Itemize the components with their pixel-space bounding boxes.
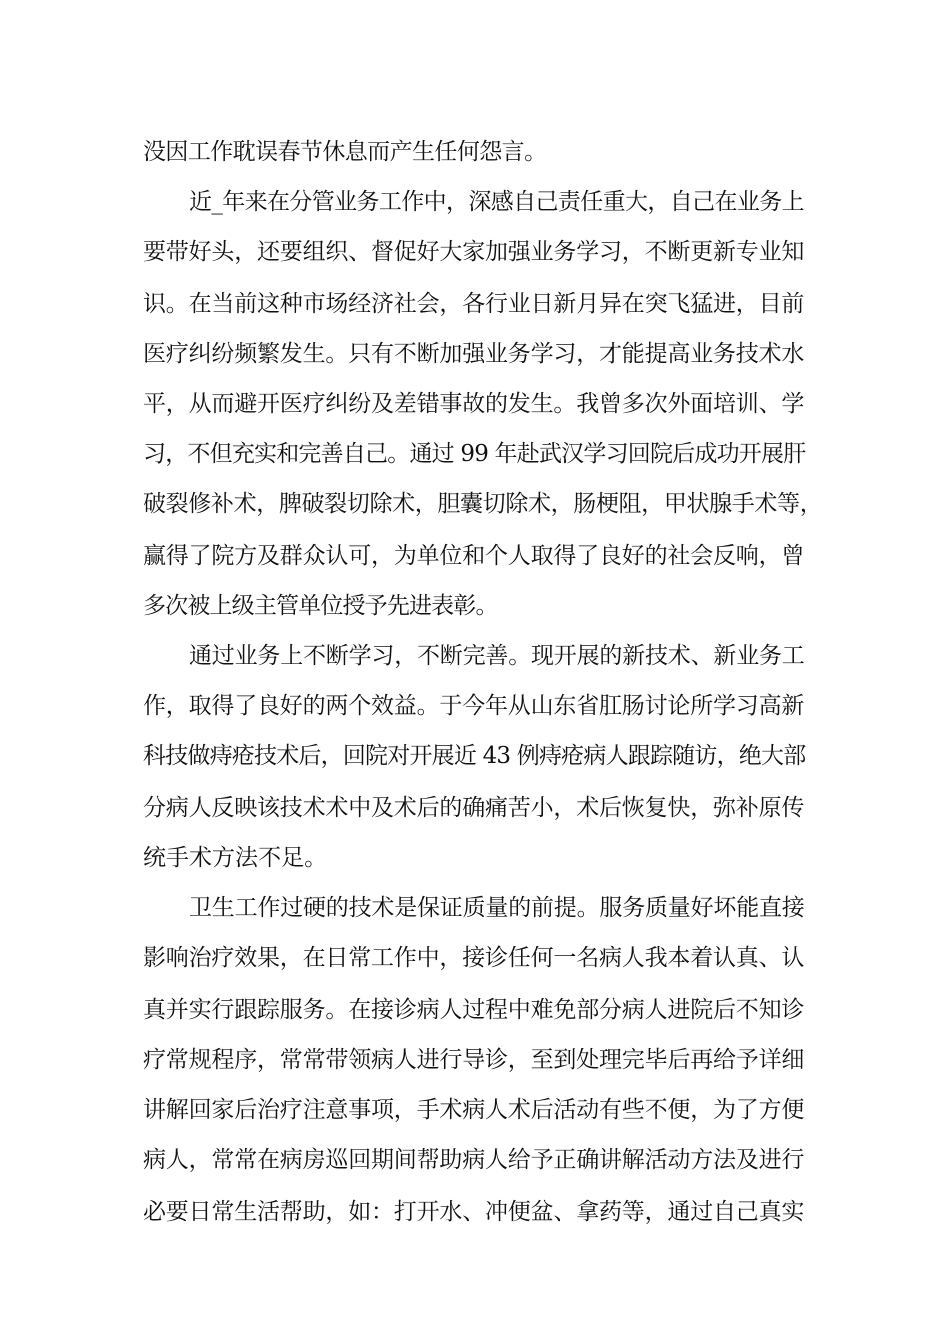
text-line: 疗常规程序，常常带领病人进行导诊，至到处理完毕后再给予详细 [143,1047,805,1073]
text-line: 科技做痔疮技术后，回院对开展近 43 例痔疮病人跟踪随访，绝大部 [143,743,806,769]
text-line: 必要日常生活帮助，如：打开水、冲便盆、拿药等，通过自己真实 [143,1199,805,1225]
paragraph-first-line: 近_年来在分管业务工作中，深感自己责任重大，自己在业务上 [189,189,804,215]
text-line: 赢得了院方及群众认可，为单位和个人取得了良好的社会反响，曾 [143,543,805,569]
text-line: 分病人反映该技术术中及术后的确痛苦小，术后恢复快，弥补原传 [143,795,805,821]
text-line: 讲解回家后治疗注意事项，手术病人术后活动有些不便，为了方便 [143,1097,805,1123]
text-line: 作，取得了良好的两个效益。于今年从山东省肛肠讨论所学习高新 [143,693,805,719]
paragraph-first-line: 卫生工作过硬的技术是保证质量的前提。服务质量好坏能直接 [189,895,805,921]
paragraph-first-line: 通过业务上不断学习，不断完善。现开展的新技术、新业务工 [189,643,805,669]
text-line: 没因工作耽误春节休息而产生任何怨言。 [143,139,547,165]
text-line: 医疗纠纷频繁发生。只有不断加强业务学习，才能提高业务技术水 [143,341,805,367]
text-line: 破裂修补术，脾破裂切除术，胆囊切除术，肠梗阻，甲状腺手术等， [143,491,823,517]
text-line: 习，不但充实和完善自己。通过 99 年赴武汉学习回院后成功开展肝 [143,441,806,467]
text-line: 识。在当前这种市场经济社会，各行业日新月异在突飞猛进，目前 [143,291,805,317]
text-line: 统手术方法不足。 [143,845,328,871]
text-line: 真并实行跟踪服务。在接诊病人过程中难免部分病人进院后不知诊 [143,997,805,1023]
text-line: 要带好头，还要组织、督促好大家加强业务学习，不断更新专业知 [143,239,805,265]
text-line: 多次被上级主管单位授予先进表彰。 [143,593,498,619]
text-line: 平，从而避开医疗纠纷及差错事故的发生。我曾多次外面培训、学 [143,391,805,417]
text-line: 病人，常常在病房巡回期间帮助病人给予正确讲解活动方法及进行 [143,1147,805,1173]
text-line: 影响治疗效果，在日常工作中，接诊任何一名病人我本着认真、认 [143,945,805,971]
